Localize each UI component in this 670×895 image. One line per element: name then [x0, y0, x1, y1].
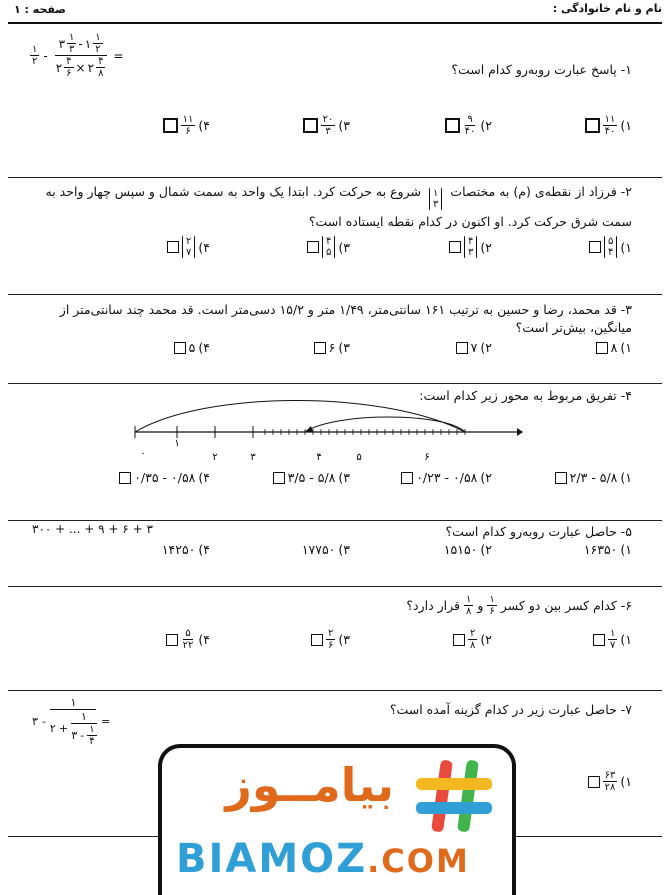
- question-3-text: ۳- قد محمد، رضا و حسین به ترتیب ۱۶۱ سانتی‌متر، ۱/۴۹ متر و ۱۵/۲ دسی‌متر است. قد محمد چند سانتی‌متر از: [59, 302, 632, 317]
- question-3-option-2[interactable]: ۲) ۷: [456, 340, 492, 355]
- biamoz-watermark: [158, 744, 516, 895]
- question-1-option-1[interactable]: ۱) $\frac{۱۱}{۴۰}$: [585, 114, 632, 137]
- checkbox[interactable]: [593, 634, 605, 646]
- hashtag-logo-icon: [414, 758, 494, 834]
- question-1-option-2[interactable]: ۲) $\frac{۹}{۴۰}$: [445, 114, 492, 137]
- student-name-label: نام و نام خانوادگی :: [552, 2, 662, 15]
- divider: [8, 520, 662, 521]
- header-divider: [8, 22, 662, 24]
- question-7-text: ۷- حاصل عبارت زیر در کدام گزینه آمده است؟: [389, 702, 632, 717]
- axis-label: ۲: [212, 452, 218, 462]
- number-line: [125, 400, 525, 462]
- question-6-option-2[interactable]: ۲) $\frac{۲}{۸}$: [453, 628, 492, 651]
- divider: [8, 294, 662, 295]
- checkbox[interactable]: [401, 472, 413, 484]
- question-7-option-1[interactable]: ۱) $\frac{۶۳}{۲۸}$: [588, 770, 632, 793]
- axis-labels: [140, 438, 429, 462]
- checkbox[interactable]: [555, 472, 567, 484]
- question-1-option-4[interactable]: ۴) $\frac{۱۱}{۶}$: [163, 114, 210, 137]
- question-3-text-line2: میانگین، بیش‌تر است؟: [515, 320, 632, 335]
- question-5-option-3[interactable]: ۳) ۱۷۷۵۰: [301, 542, 350, 557]
- question-4-text: ۴- تفریق مربوط به محور زیر کدام است:: [419, 388, 632, 403]
- question-5-option-2[interactable]: ۲) ۱۵۱۵۰: [443, 542, 492, 557]
- question-4-option-4[interactable]: ۴) ۰/۵۸ - ۰/۳۵: [119, 470, 210, 485]
- question-6-option-3[interactable]: ۳) $\frac{۲}{۶}$: [311, 628, 350, 651]
- question-2-option-3[interactable]: ۳) ۴ ۵: [307, 236, 350, 258]
- question-3-option-3[interactable]: ۳) ۶: [314, 340, 350, 355]
- checkbox[interactable]: [588, 776, 600, 788]
- question-6-option-4[interactable]: ۴) $\frac{۵}{۲۲}$: [166, 628, 210, 651]
- checkbox[interactable]: [314, 342, 326, 354]
- checkbox[interactable]: [585, 118, 600, 133]
- divider: [8, 690, 662, 691]
- checkbox[interactable]: [445, 118, 460, 133]
- checkbox[interactable]: [174, 342, 186, 354]
- checkbox[interactable]: [307, 241, 319, 253]
- logo-latin-text: BIAMOZ.COM: [176, 836, 470, 882]
- question-5-option-1[interactable]: ۱) ۱۶۳۵۰: [583, 542, 632, 557]
- question-5-formula: ۳ + ۶ + ۹ + ... + ۳۰۰: [32, 522, 153, 536]
- question-2-option-1[interactable]: ۱) ۵ ۴: [589, 236, 632, 258]
- question-4-option-2[interactable]: ۲) ۰/۵۸ - ۰/۲۳: [401, 470, 492, 485]
- jump-arc-large: [135, 401, 465, 433]
- question-1-option-3[interactable]: ۳) $\frac{۲۰}{۳}$: [303, 114, 350, 137]
- checkbox[interactable]: [449, 241, 461, 253]
- question-7-formula: ۳ - ۱ ۲ + ۱ ۳ - $\frac{۱}{۴}$ =: [32, 696, 111, 747]
- question-2-text-line2: سمت شرق حرکت کرد. او اکنون در کدام نقطه ایستاده است؟: [308, 214, 632, 229]
- checkbox[interactable]: [119, 472, 131, 484]
- checkbox[interactable]: [456, 342, 468, 354]
- checkbox[interactable]: [596, 342, 608, 354]
- question-2-option-2[interactable]: ۲) ۴ ۳: [449, 236, 492, 258]
- axis-label: ۱: [174, 438, 180, 449]
- checkbox[interactable]: [166, 634, 178, 646]
- question-2-text: ۲- فرزاد از نقطه‌ی (م) به مختصات ۱ ۳ شروع به حرکت کرد. ابتدا یک واحد به سمت شمال و سپس چهار واحد به: [45, 184, 632, 210]
- axis-label: ۰: [140, 448, 146, 459]
- question-5-text: ۵- حاصل عبارت روبه‌رو کدام است؟: [445, 524, 632, 539]
- question-4-option-1[interactable]: ۱) ۵/۸ - ۲/۳: [555, 470, 632, 485]
- logo-persian-text: بیامــوز: [225, 758, 394, 812]
- divider: [8, 383, 662, 384]
- checkbox[interactable]: [589, 241, 601, 253]
- question-3-option-4[interactable]: ۴) ۵: [174, 340, 210, 355]
- divider: [8, 586, 662, 587]
- question-1-formula: $\frac{۱}{۲}$ - ۳ $\frac{۱}{۳}$ - ۱ $\frac{۱}{۲}$ ۲ $\frac{۴}{۶}$ × ۲ $\frac{۴}{۸}$ =: [32, 32, 124, 79]
- divider: [8, 177, 662, 178]
- axis-label: ۴: [316, 452, 322, 462]
- question-6-text: ۶- کدام کسر بین دو کسر $\frac{۱}{۶}$ و $\frac{۱}{۸}$ قرار دارد؟: [406, 594, 632, 617]
- checkbox[interactable]: [163, 118, 178, 133]
- question-4-option-3[interactable]: ۳) ۵/۸ - ۳/۵: [273, 470, 350, 485]
- axis-label: ۵: [356, 452, 362, 462]
- question-1-text: ۱- پاسخ عبارت روبه‌رو کدام است؟: [451, 62, 632, 77]
- question-6-option-1[interactable]: ۱) $\frac{۱}{۷}$: [593, 628, 632, 651]
- question-5-option-4[interactable]: ۴) ۱۴۲۵۰: [161, 542, 210, 557]
- question-2-option-4[interactable]: ۴) ۲ ۷: [167, 236, 210, 258]
- axis-label: ۶: [424, 452, 430, 462]
- question-3-option-1[interactable]: ۱) ۸: [596, 340, 632, 355]
- checkbox[interactable]: [273, 472, 285, 484]
- checkbox[interactable]: [167, 241, 179, 253]
- checkbox[interactable]: [311, 634, 323, 646]
- start-coordinate: ۱ ۳: [429, 188, 442, 210]
- checkbox[interactable]: [303, 118, 318, 133]
- page-number-label: صفحه : ۱: [14, 3, 66, 16]
- axis-label: ۳: [250, 452, 256, 462]
- checkbox[interactable]: [453, 634, 465, 646]
